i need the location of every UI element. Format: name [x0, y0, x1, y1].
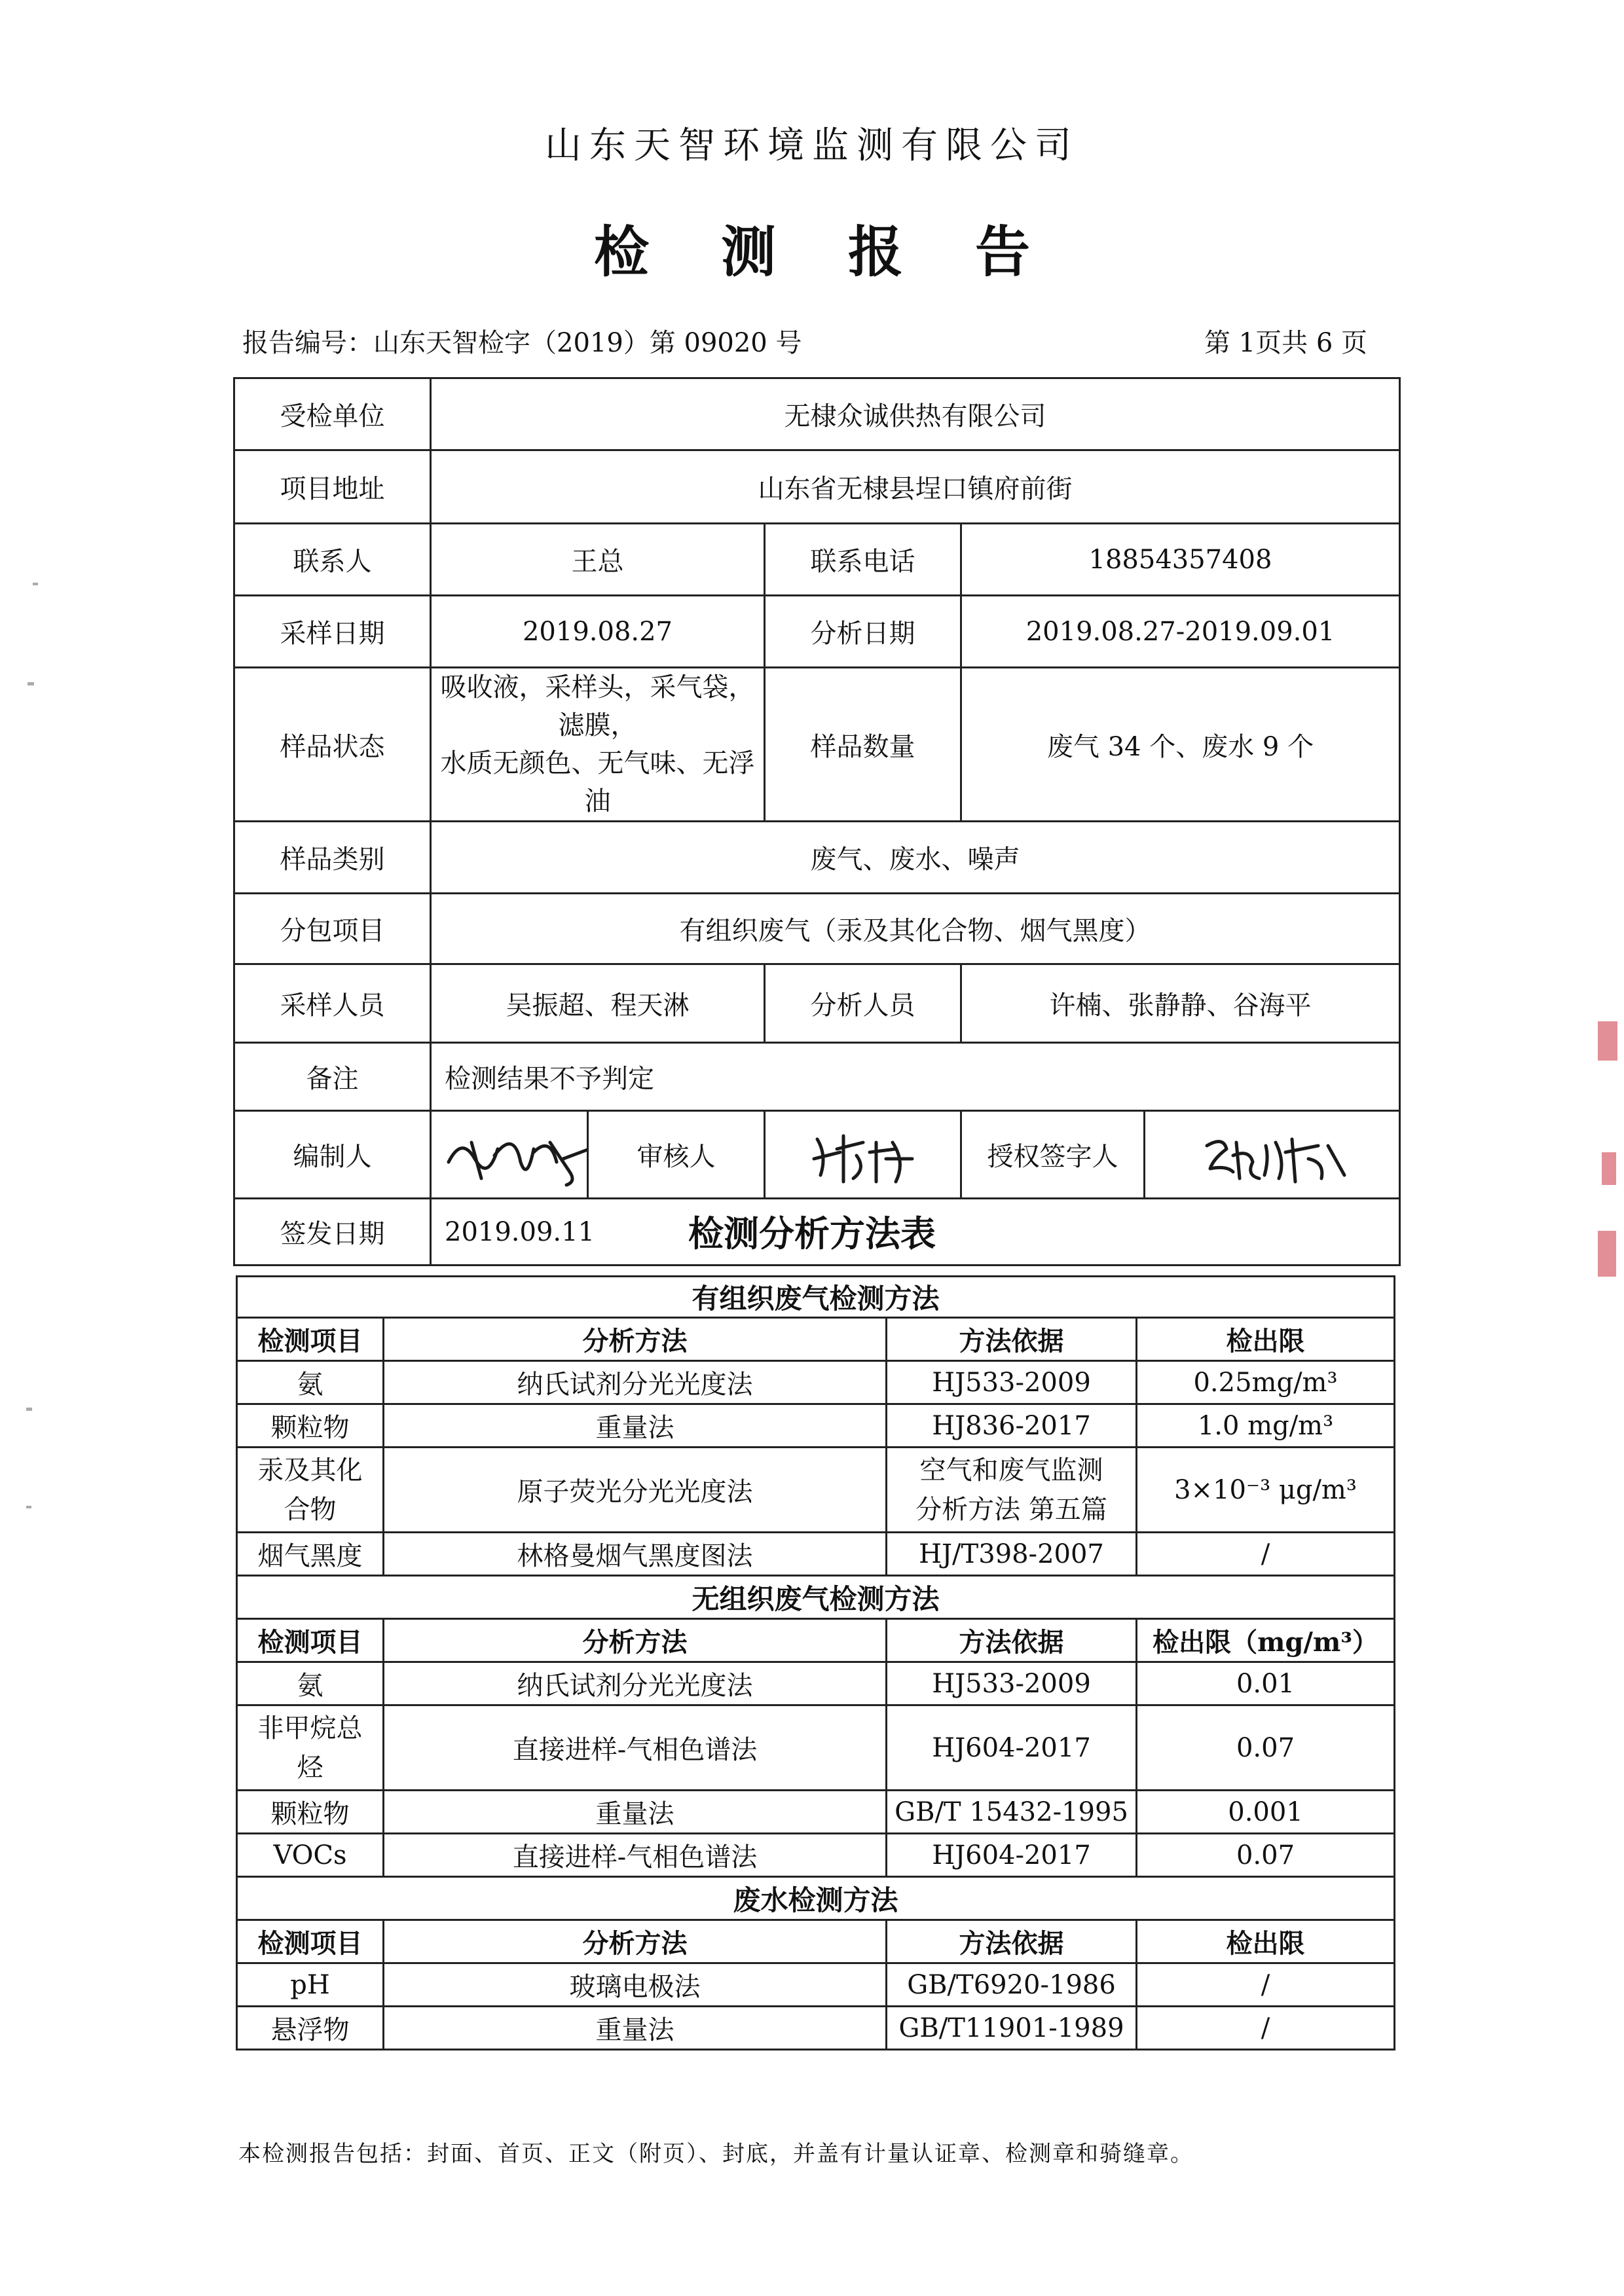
issue-date-label: 签发日期: [234, 1199, 431, 1266]
header-item: 检测项目: [237, 1920, 384, 1963]
phone-value: 18854357408: [961, 524, 1400, 596]
header-basis: 方法依据: [887, 1920, 1137, 1963]
row-item-line2: 合物: [284, 1494, 337, 1525]
scan-dust: [33, 583, 38, 585]
scan-dust: [26, 1506, 31, 1508]
methods-table: [236, 1275, 1395, 2050]
row-limit: /: [1137, 1963, 1395, 2007]
contact-label: 联系人: [234, 524, 431, 596]
seam-stamp-fragment: [1598, 1021, 1617, 1061]
sample-type-value: 废气、废水、噪声: [431, 822, 1400, 894]
row-limit: 0.07: [1137, 1705, 1395, 1791]
company-name: 山东天智环境监测有限公司: [545, 124, 1079, 167]
row-basis: HJ604-2017: [887, 1705, 1137, 1791]
methods-table-title: 检测分析方法表: [688, 1212, 936, 1254]
header-method: 分析方法: [384, 1619, 887, 1662]
compiler-signature-cell: [431, 1111, 588, 1199]
section-unorganized: 无组织废气检测方法: [237, 1576, 1395, 1619]
row-basis: HJ533-2009: [887, 1662, 1137, 1705]
table-row: [237, 1662, 1395, 1705]
analyst-value: 许楠、张静静、谷海平: [961, 964, 1400, 1043]
row-item: 颗粒物: [237, 1404, 384, 1448]
row-basis: GB/T6920-1986: [887, 1963, 1137, 2007]
address-label: 项目地址: [234, 450, 431, 524]
address-value: 山东省无棣县埕口镇府前街: [431, 450, 1400, 524]
sample-state-value: [431, 668, 765, 822]
row-limit: 0.001: [1137, 1791, 1395, 1834]
row-item: 悬浮物: [237, 2007, 384, 2050]
scan-dust: [26, 1408, 32, 1411]
row-basis: GB/T 15432-1995: [887, 1791, 1137, 1834]
section-organized: 有组织废气检测方法: [237, 1277, 1395, 1318]
row-item: 烟气黑度: [237, 1533, 384, 1576]
row-limit: /: [1137, 2007, 1395, 2050]
compiler-signature: [435, 1123, 588, 1187]
row-method: 重量法: [384, 1404, 887, 1448]
row-basis: HJ/T398-2007: [887, 1533, 1137, 1576]
scan-dust: [28, 682, 34, 685]
analysis-date-value: 2019.08.27-2019.09.01: [961, 596, 1400, 668]
issue-date-value: 2019.09.11: [431, 1199, 1400, 1266]
table-row: [237, 1705, 1395, 1791]
sampler-label: 采样人员: [234, 964, 431, 1043]
analyst-label: 分析人员: [765, 964, 961, 1043]
row-item-line1: 非甲烷总: [257, 1713, 363, 1743]
reviewer-signature: [778, 1123, 948, 1187]
remark-value: 检测结果不予判定: [431, 1043, 1400, 1111]
contact-value: 王总: [431, 524, 765, 596]
footer-note: 本检测报告包括：封面、首页、正文（附页）、封底，并盖有计量认证章、检测章和骑缝章。: [238, 2141, 1194, 2167]
row-item: 氨: [237, 1662, 384, 1705]
compiler-label: 编制人: [234, 1111, 431, 1199]
header-method: 分析方法: [384, 1318, 887, 1361]
row-method: 原子荧光分光光度法: [384, 1448, 887, 1533]
row-method: 重量法: [384, 2007, 887, 2050]
row-method: 纳氏试剂分光光度法: [384, 1662, 887, 1705]
row-basis: HJ604-2017: [887, 1834, 1137, 1877]
table-row: [237, 1448, 1395, 1533]
header-limit: 检出限: [1137, 1318, 1395, 1361]
inspected-unit-value: 无棣众诚供热有限公司: [431, 378, 1400, 450]
row-basis: [887, 1448, 1137, 1533]
sample-state-line2: 水质无颜色、无气味、无浮油: [440, 748, 755, 816]
sampler-value: 吴振超、程天淋: [431, 964, 765, 1043]
row-item: [237, 1705, 384, 1791]
row-method: 直接进样-气相色谱法: [384, 1705, 887, 1791]
row-item-line1: 汞及其化: [257, 1455, 363, 1485]
row-limit: /: [1137, 1533, 1395, 1576]
header-method: 分析方法: [384, 1920, 887, 1963]
sample-state-label: 样品状态: [234, 668, 431, 822]
table-row: [237, 1791, 1395, 1834]
signer-signature-cell: [1145, 1111, 1400, 1199]
row-method: 林格曼烟气黑度图法: [384, 1533, 887, 1576]
row-basis-line1: 空气和废气监测: [919, 1455, 1103, 1485]
row-item: 氨: [237, 1361, 384, 1404]
row-method: 玻璃电极法: [384, 1963, 887, 2007]
row-item: pH: [237, 1963, 384, 2007]
sample-qty-label: 样品数量: [765, 668, 961, 822]
table-row: [237, 1834, 1395, 1877]
report-info-table: [233, 377, 1401, 1266]
row-item-line2: 烃: [297, 1752, 323, 1783]
signer-signature: [1187, 1123, 1357, 1187]
sample-type-label: 样品类别: [234, 822, 431, 894]
report-number: 报告编号：山东天智检字（2019）第 09020 号: [242, 328, 802, 358]
wastewater-header-row: [237, 1920, 1395, 1963]
table-row: [237, 1361, 1395, 1404]
row-item: [237, 1448, 384, 1533]
inspected-unit-label: 受检单位: [234, 378, 431, 450]
subcontract-label: 分包项目: [234, 894, 431, 964]
header-item: 检测项目: [237, 1619, 384, 1662]
table-row: [237, 1533, 1395, 1576]
seam-stamp-fragment: [1598, 1231, 1616, 1277]
table-row: [237, 1963, 1395, 2007]
sampling-date-label: 采样日期: [234, 596, 431, 668]
header-limit: 检出限: [1137, 1920, 1395, 1963]
table-row: [237, 2007, 1395, 2050]
row-limit: 1.0 mg/m³: [1137, 1404, 1395, 1448]
sample-state-line1: 吸收液，采样头，采气袋，滤膜，: [440, 672, 755, 740]
signer-label: 授权签字人: [961, 1111, 1145, 1199]
header-limit: 检出限（mg/m³）: [1137, 1619, 1395, 1662]
row-limit: 0.25mg/m³: [1137, 1361, 1395, 1404]
reviewer-signature-cell: [765, 1111, 961, 1199]
row-method: 重量法: [384, 1791, 887, 1834]
header-basis: 方法依据: [887, 1318, 1137, 1361]
row-basis: HJ533-2009: [887, 1361, 1137, 1404]
organized-header-row: [237, 1318, 1395, 1361]
table-row: [237, 1404, 1395, 1448]
row-method: 纳氏试剂分光光度法: [384, 1361, 887, 1404]
reviewer-label: 审核人: [588, 1111, 765, 1199]
seam-stamp-fragment: [1602, 1152, 1616, 1185]
header-basis: 方法依据: [887, 1619, 1137, 1662]
sample-qty-value: 废气 34 个、废水 9 个: [961, 668, 1400, 822]
row-basis-line2: 分析方法 第五篇: [915, 1494, 1107, 1525]
row-basis: HJ836-2017: [887, 1404, 1137, 1448]
row-limit: 0.01: [1137, 1662, 1395, 1705]
row-limit: 3×10⁻³ μg/m³: [1137, 1448, 1395, 1533]
row-basis: GB/T11901-1989: [887, 2007, 1137, 2050]
row-item: 颗粒物: [237, 1791, 384, 1834]
header-item: 检测项目: [237, 1318, 384, 1361]
sampling-date-value: 2019.08.27: [431, 596, 765, 668]
analysis-date-label: 分析日期: [765, 596, 961, 668]
report-title: 检测报告: [593, 219, 1102, 284]
row-method: 直接进样-气相色谱法: [384, 1834, 887, 1877]
subcontract-value: 有组织废气（汞及其化合物、烟气黑度）: [431, 894, 1400, 964]
row-item: VOCs: [237, 1834, 384, 1877]
unorganized-header-row: [237, 1619, 1395, 1662]
remark-label: 备注: [234, 1043, 431, 1111]
row-limit: 0.07: [1137, 1834, 1395, 1877]
section-wastewater: 废水检测方法: [237, 1877, 1395, 1920]
page-info: 第 1页共 6 页: [1204, 328, 1367, 358]
phone-label: 联系电话: [765, 524, 961, 596]
